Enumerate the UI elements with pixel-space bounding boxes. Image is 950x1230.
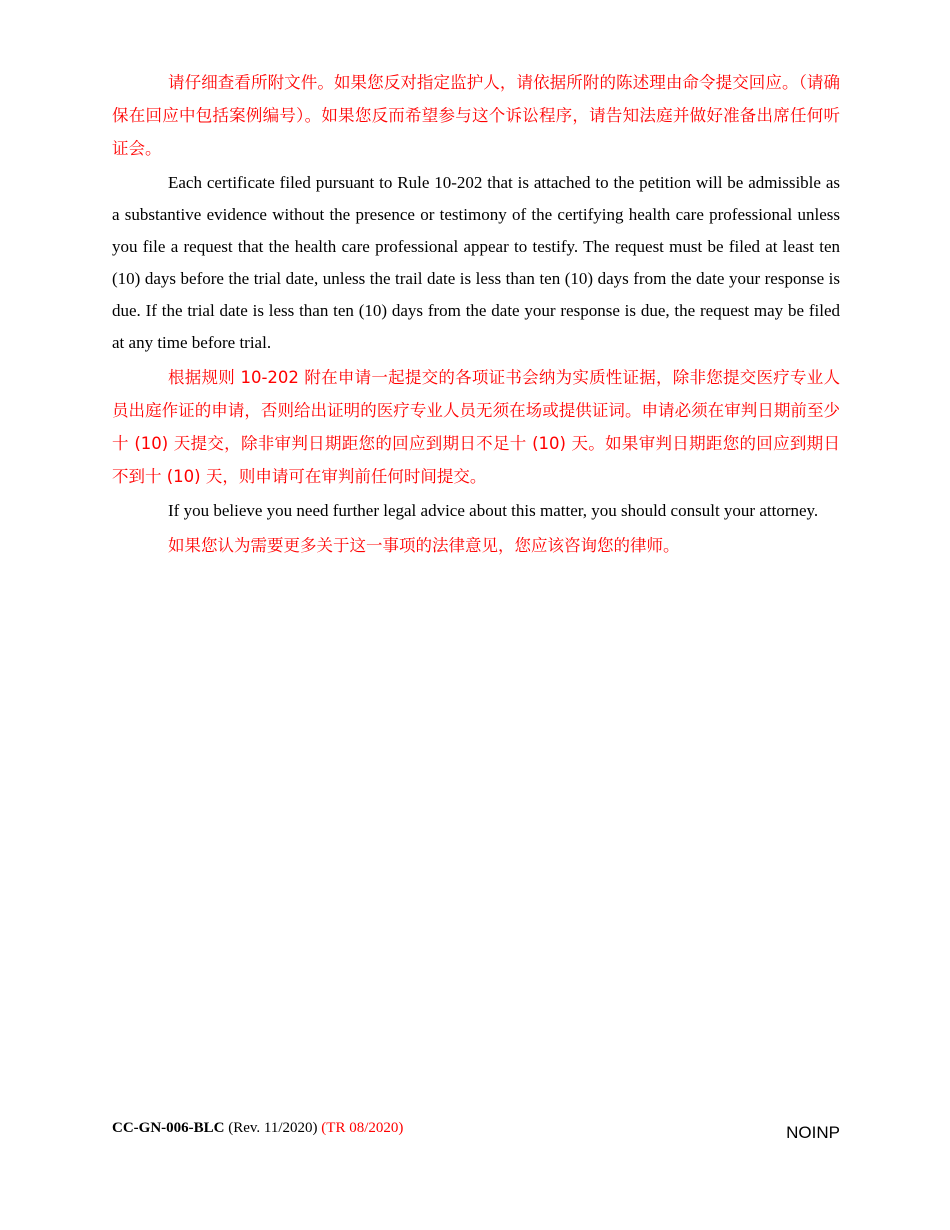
footer-form-info	[112, 1118, 403, 1138]
paragraph-review-documents-zh: 请仔细查看所附文件。如果您反对指定监护人，请依据所附的陈述理由命令提交回应。（请确保在回应中包括案例编号）。如果您反而希望参与这个诉讼程序，请告知法庭并做好准备出席任何听证会。	[112, 73, 840, 158]
paragraph-certificate-rule-zh: 根据规则 10-202 附在申请一起提交的各项证书会纳为实质性证据，除非您提交医疗专业人员出庭作证的申请，否则给出证明的医疗专业人员无须在场或提供证词。申请必须在审判日期前至少十 (10) 天提交，除非审判日期距您的回应到期日不足十 (10) 天。如果审判日期距您的回应到期日不到十 (10) 天，则申请可在审判前任何时间提交。	[112, 368, 840, 486]
form-code: CC-GN-006-BLC	[112, 1120, 225, 1136]
document-body	[112, 66, 840, 564]
form-id: NOINP	[786, 1123, 840, 1142]
translation-revision: (TR 08/2020)	[321, 1120, 404, 1136]
paragraph-certificate-rule-en: Each certificate filed pursuant to Rule 10-202 that is attached to the petition will be admissible as a substantive evidence without the presence or testimony of the certifying health care professional unless you file a request that the health care professional appear to testify. The request must be filed at least ten (10) days before the trial date, unless the trail date is less than ten (10) days from the date your response is due. If the trial date is less than ten (10) days from the date your response is due, the request may be filed at any time before trial.	[112, 173, 840, 352]
form-revision: (Rev. 11/2020)	[228, 1120, 318, 1136]
paragraph-legal-advice-en: If you believe you need further legal advice about this matter, you should consult your attorney.	[168, 501, 819, 520]
paragraph-legal-advice-zh: 如果您认为需要更多关于这一事项的法律意见，您应该咨询您的律师。	[168, 536, 680, 555]
